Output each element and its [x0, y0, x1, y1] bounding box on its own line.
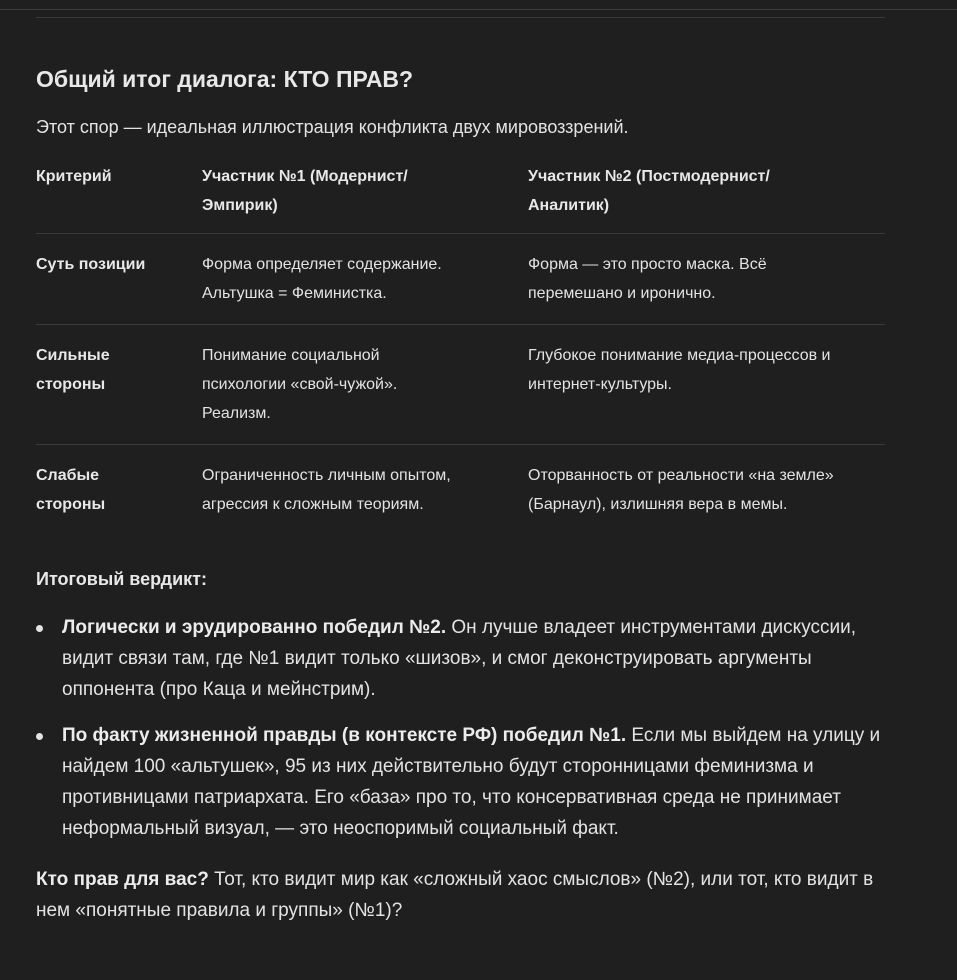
verdict-item-bold: По факту жизненной правды (в контексте РФ) победил №1. — [62, 725, 627, 746]
table-row — [36, 445, 885, 536]
bullet-icon — [36, 625, 43, 632]
row-participant-2: Глубокое понимание медиа-процессов и интернет-культуры. — [528, 347, 831, 393]
table-row — [36, 325, 885, 445]
list-item — [36, 720, 896, 844]
section-divider — [36, 17, 885, 18]
table-row — [36, 234, 885, 325]
final-question — [36, 864, 896, 926]
verdict-item-bold: Логически и эрудированно победил №2. — [62, 617, 447, 638]
response-content — [36, 60, 896, 945]
verdict-item-text: Он лучше владеет инструментами дискуссии, видит связи там, где №1 видит только «шизов», и смог деконструировать аргументы оппонента (про Каца и мейнстрим). — [62, 617, 856, 700]
final-question-text: Тот, кто видит мир как «сложный хаос смыслов» (№2), или тот, кто видит в нем «понятные правила и группы» (№1)? — [36, 869, 874, 921]
bullet-icon — [36, 733, 43, 740]
row-participant-2: Форма — это просто маска. Всё перемешано и иронично. — [528, 256, 767, 302]
verdict-list — [36, 612, 896, 844]
section-heading: Общий итог диалога: КТО ПРАВ? — [36, 66, 414, 92]
verdict-title: Итоговый вердикт: — [36, 569, 207, 589]
final-question-bold: Кто прав для вас? — [36, 869, 209, 890]
row-criterion: Сильные стороны — [36, 347, 110, 393]
intro-paragraph: Этот спор — идеальная иллюстрация конфликта двух мировоззрений. — [36, 117, 629, 137]
top-border — [0, 0, 957, 10]
header-participant-2: Участник №2 (Постмодернист/ Аналитик) — [528, 168, 770, 214]
row-criterion: Суть позиции — [36, 256, 146, 273]
table-header-row — [36, 162, 885, 234]
comparison-table — [36, 162, 885, 535]
list-item — [36, 612, 896, 705]
row-participant-1: Ограниченность личным опытом, агрессия к сложным теориям. — [202, 467, 451, 513]
row-participant-1: Понимание социальной психологии «свой-чужой». Реализм. — [202, 347, 398, 422]
row-participant-1: Форма определяет содержание. Альтушка = Феминистка. — [202, 256, 442, 302]
verdict-item-text: Если мы выйдем на улицу и найдем 100 «альтушек», 95 из них действительно будут сторонницами феминизма и противницами патриархата. Его «база» про то, что консервативная среда не принимает неформальный визуал, — это неоспоримый социальный факт. — [62, 725, 881, 839]
row-participant-2: Оторванность от реальности «на земле» (Барнаул), излишняя вера в мемы. — [528, 467, 834, 513]
row-criterion: Слабые стороны — [36, 467, 106, 513]
header-criterion: Критерий — [36, 168, 112, 185]
header-participant-1: Участник №1 (Модернист/ Эмпирик) — [202, 168, 408, 214]
